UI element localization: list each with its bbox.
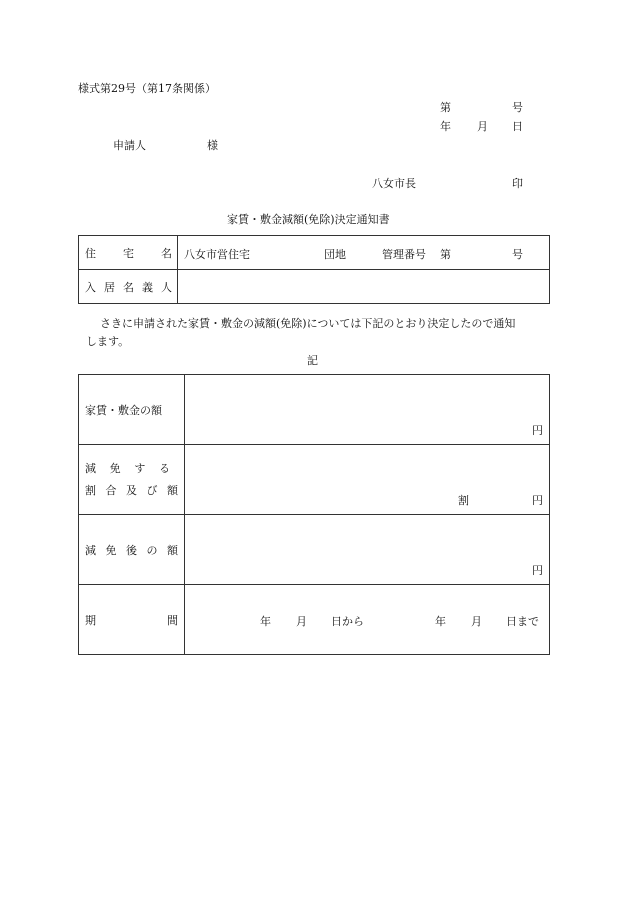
document-title: 家賃・敷金減額(免除)決定通知書 — [227, 213, 390, 226]
body-text-line2: します。 — [86, 335, 130, 348]
detail-table — [78, 374, 550, 655]
after-value-cell — [185, 515, 550, 585]
amount-value-cell — [185, 375, 550, 445]
period-end-year: 年 — [435, 615, 446, 628]
after-label-cell — [79, 515, 185, 585]
reduction-label-cell — [79, 445, 185, 515]
period-end-month: 月 — [471, 615, 482, 628]
applicant-honorific: 様 — [207, 139, 218, 152]
period-start-year: 年 — [260, 615, 271, 628]
danchi-label: 団地 — [324, 248, 346, 261]
seal-mark: 印 — [512, 177, 523, 190]
reduction-value-cell — [185, 445, 550, 515]
info-table — [78, 235, 550, 304]
period-start-month: 月 — [296, 615, 307, 628]
resident-label: 入 居 名 義 人 — [85, 280, 172, 294]
date-year: 年 — [440, 120, 451, 133]
amount-label: 家賃・敷金の額 — [85, 403, 162, 417]
period-label-cell — [79, 585, 185, 655]
after-label: 減 免 後 の 額 — [85, 543, 178, 557]
management-number-label: 管理番号 — [382, 248, 426, 261]
reduction-wari: 割 — [458, 494, 469, 507]
form-number: 様式第29号（第17条関係） — [78, 82, 216, 95]
resident-value-cell — [178, 270, 550, 304]
management-number-dai: 第 — [440, 248, 451, 261]
date-day: 日 — [512, 120, 523, 133]
housing-label: 住 宅 名 — [85, 246, 172, 260]
housing-value-cell — [178, 236, 550, 270]
housing-name: 八女市営住宅 — [184, 248, 250, 261]
period-value-cell — [185, 585, 550, 655]
body-text-line1: さきに申請された家賃・敷金の減額(免除)については下記のとおり決定したので通知 — [100, 317, 516, 330]
reduction-label: 減 免 す る 割 合 及 び 額 — [85, 461, 178, 497]
amount-yen: 円 — [532, 424, 543, 437]
applicant-label: 申請人 — [113, 139, 146, 152]
issuer-name: 八女市長 — [372, 177, 416, 190]
ki-heading: 記 — [307, 354, 318, 367]
housing-label-cell — [79, 236, 178, 270]
period-start-day: 日から — [331, 615, 364, 628]
period-label: 期 間 — [85, 613, 178, 627]
period-end-day: 日まで — [506, 615, 539, 628]
doc-number-go: 号 — [512, 101, 523, 114]
management-number-go: 号 — [512, 248, 523, 261]
after-yen: 円 — [532, 564, 543, 577]
date-month: 月 — [477, 120, 488, 133]
amount-label-cell — [79, 375, 185, 445]
doc-number-dai: 第 — [440, 101, 451, 114]
reduction-yen: 円 — [532, 494, 543, 507]
resident-label-cell — [79, 270, 178, 304]
